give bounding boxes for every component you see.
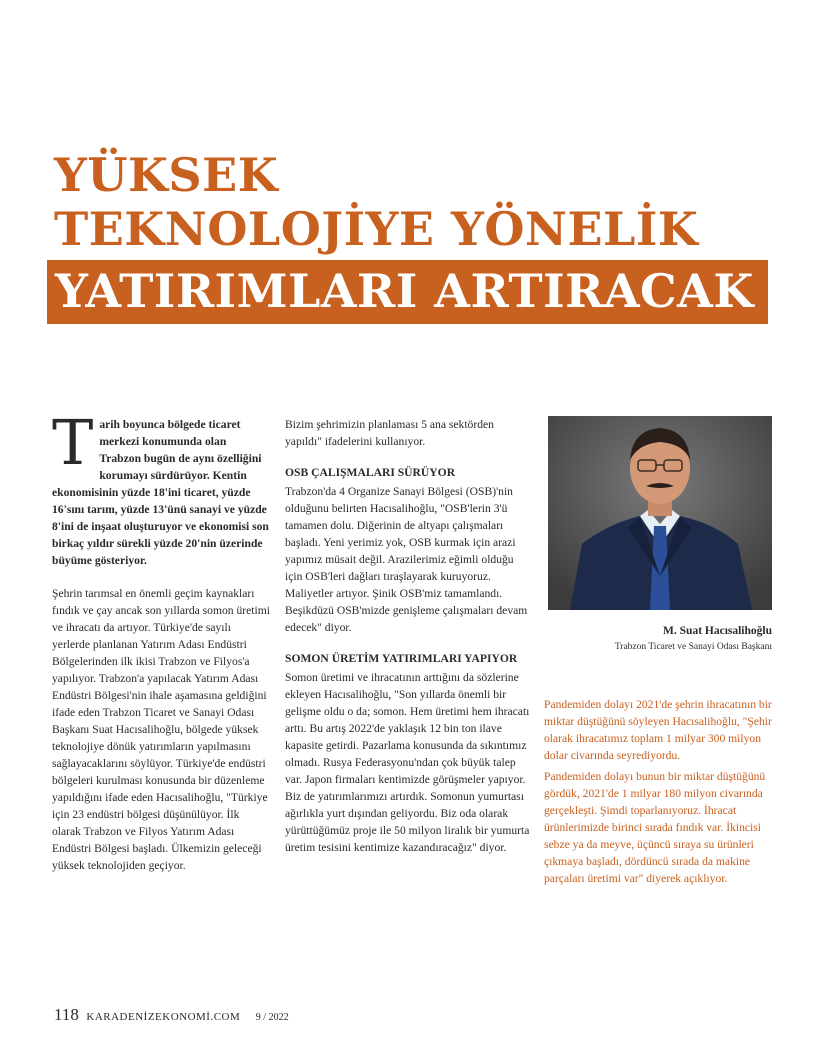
body-paragraph: Trabzon'da 4 Organize Sanayi Bölgesi (OSB)'nin olduğunu belirten Hacısalihoğlu, "OSB'lerin 3'ü tamamen dolu. Diğerinin de altyapı çalışmaları başladı. Yeni yerimiz yok, OSB kurmak için arazi yapımız müsait değil. Arazilerimiz eğimli olduğu için OSB'leri dağları tıraşlayarak kuruyoruz. Maliyetler artıyor. Şinik OSB'miz tamamlandı. Beşikdüzü OSB'mizde genişleme çalışmaları devam edecek" diyor. [285, 485, 528, 634]
lead-paragraph [52, 406, 270, 569]
lead-text: arih boyunca bölgede ticaret merkezi konumunda olan Trabzon bugün de aynı özelliğini korumayı sürdürüyor. Kentin ekonomisinin yüzde 18'ini ticaret, yüzde 16'sını tarım, yüzde 13'ünü sanayi ve yüzde 8'ini de inşaat oluşturuyor ve ekonomisi son birkaç yıldır sürekli yüzde 20'nin üzerinde büyüme gösteriyor. [52, 418, 269, 567]
article-column-2 [285, 416, 531, 870]
portrait-illustration [548, 416, 772, 610]
footer-issue: 9 / 2022 [255, 1012, 289, 1023]
section-heading-osb: OSB ÇALIŞMALARI SÜRÜYOR [285, 466, 456, 479]
headline [47, 148, 754, 324]
pull-text-column [544, 696, 772, 901]
headline-line-3-highlight: YATIRIMLARI ARTIRACAK [47, 260, 768, 324]
body-paragraph: Şehrin tarımsal en önemli geçim kaynakları fındık ve çay ancak son yıllarda somon üretimi ve ihracatı da artıyor. Türkiye'de sayılı yerlerde planlanan Yatırım Adası Endüstri Bölgelerinden ilk ikisi Trabzon ve Filyos'a yapılıyor. Trabzon'a yapılacak Yatırım Adası Endüstri Bölgesi'nin ihale aşamasına geldiğini ifade eden Trabzon Ticaret ve Sanayi Odası Başkanı Suat Hacısalihoğlu, bölgede yüksek teknolojiye dönük yatırımların yapılmasını sağlayacaklarını söylüyor. Türkiye'de endüstri bölgeleri kurulması konusunda bir düzenleme yapıldığını ifade eden Hacısalihoğlu, "Türkiye için 23 endüstri bölgesi düşünülüyor. İlk olarak Trabzon ve Filyos Yatırım Adası Endüstri Bölgesi başladı. Ülkemizin geleceği yüksek teknolojiden geçiyor. [52, 587, 270, 872]
footer-site: KARADENİZEKONOMİ.COM [86, 1011, 241, 1023]
body-paragraph: Bizim şehrimizin planlaması 5 ana sektörden yapıldı" ifadelerini kullanıyor. [285, 418, 494, 448]
headline-line-2: TEKNOLOJİYE YÖNELİK [54, 202, 699, 256]
section-heading-somon: SOMON ÜRETİM YATIRIMLARI YAPIYOR [285, 652, 518, 665]
drop-cap: T [52, 406, 94, 479]
portrait-photo [548, 416, 772, 610]
article-column-1 [52, 406, 270, 888]
photo-caption-title: Trabzon Ticaret ve Sanayi Odası Başkanı [614, 642, 772, 652]
photo-caption-name: M. Suat Hacısalihoğlu [663, 625, 772, 637]
body-paragraph: Somon üretimi ve ihracatının arttığını da sözlerine ekleyen Hacısalihoğlu, "Son yıllarda önemli bir gelişme oldu o da; somon. Hem üretimi hem ihracatı arttı. Bu artış 2022'de yaklaşık 12 bin ton ilave kapasite getirdi. Pazarlama konusunda da sıkıntımız olmadı. Rusya Federasyonu'ndan çok büyük talep var. Japon firmaları kentimizde görüşmeler yapıyor. Biz de yatırımlarımızı artırdık. Somonun yumurtası ağırlıkla yurt dışından geliyordu. Biz oda olarak yürüttüğümüz proje ile 50 milyon liralık bir yumurta üretim tesisini kentimize kazandıracağız" diyor. [285, 671, 530, 854]
highlight-paragraph: Pandemiden dolayı 2021'de şehrin ihracatının bir miktar düştüğünü söyleyen Hacısalihoğlu, "Şehir olarak ihracatımız toplam 1 milyar 300 milyon dolar civarında seyrediyordu. [544, 698, 772, 762]
headline-line-1: YÜKSEK [54, 148, 279, 202]
page-number: 118 [54, 1005, 79, 1024]
highlight-paragraph: Pandemiden dolayı bunun bir miktar düştüğünü gördük, 2021'de 1 milyar 180 milyon civarında gerçekleşti. Şimdi toparlanıyoruz. İhracat ürünlerimizde birinci sırada fındık var. İkincisi sebze ya da meyve, üçüncü sıraya su ürünleri çıkmaya başladı, dördüncü sırada da makine parçaları üretimi var" diyerek açıklıyor. [544, 770, 766, 885]
page-footer [54, 1005, 289, 1025]
